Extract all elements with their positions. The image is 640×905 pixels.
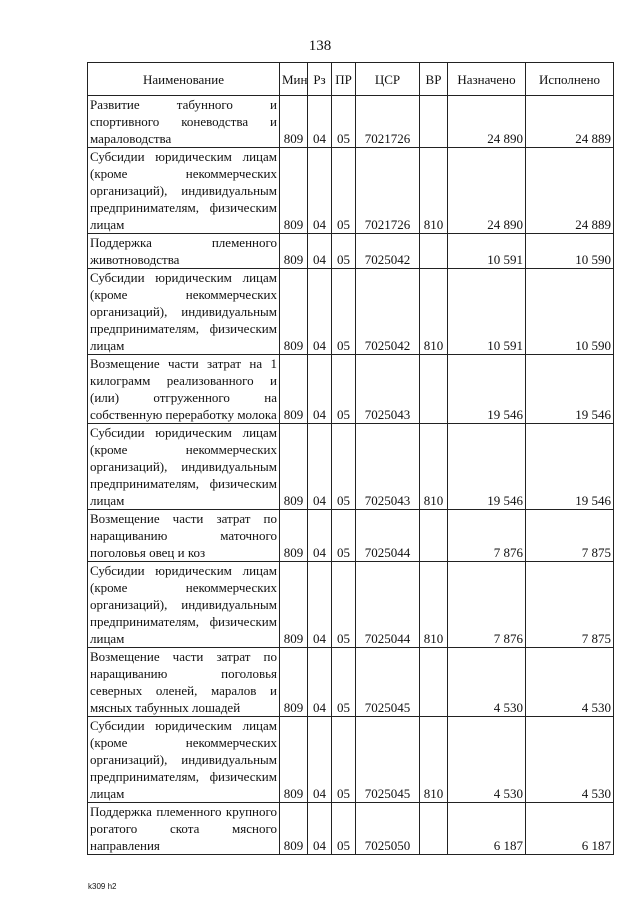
row-assigned: 10 591 bbox=[448, 269, 526, 355]
table-row bbox=[88, 355, 614, 424]
row-min: 809 bbox=[280, 424, 308, 510]
row-rz: 04 bbox=[308, 96, 332, 148]
row-pr: 05 bbox=[332, 269, 356, 355]
row-rz: 04 bbox=[308, 510, 332, 562]
row-name: Субсидии юридическим лицам (кроме некоммерческих организаций), индивидуальным предпринимателям, физическим лицам bbox=[88, 717, 280, 803]
row-executed: 24 889 bbox=[526, 148, 614, 234]
row-pr: 05 bbox=[332, 717, 356, 803]
row-csr: 7025045 bbox=[356, 648, 420, 717]
row-assigned: 19 546 bbox=[448, 355, 526, 424]
row-vr: 810 bbox=[420, 562, 448, 648]
row-name: Субсидии юридическим лицам (кроме некоммерческих организаций), индивидуальным предпринимателям, физическим лицам bbox=[88, 269, 280, 355]
row-assigned: 10 591 bbox=[448, 234, 526, 269]
row-pr: 05 bbox=[332, 424, 356, 510]
header-name: Наименование bbox=[88, 63, 280, 96]
row-assigned: 6 187 bbox=[448, 803, 526, 855]
row-rz: 04 bbox=[308, 424, 332, 510]
row-vr: 810 bbox=[420, 424, 448, 510]
row-pr: 05 bbox=[332, 510, 356, 562]
row-rz: 04 bbox=[308, 234, 332, 269]
row-executed: 10 590 bbox=[526, 234, 614, 269]
row-name: Субсидии юридическим лицам (кроме некоммерческих организаций), индивидуальным предпринимателям, физическим лицам bbox=[88, 148, 280, 234]
row-executed: 4 530 bbox=[526, 717, 614, 803]
row-name: Возмещение части затрат на 1 килограмм реализованного и (или) отгруженного на собственную переработку молока bbox=[88, 355, 280, 424]
row-vr bbox=[420, 803, 448, 855]
row-csr: 7025044 bbox=[356, 510, 420, 562]
row-name: Развитие табунного и спортивного коневодства и мараловодства bbox=[88, 96, 280, 148]
row-min: 809 bbox=[280, 717, 308, 803]
row-vr: 810 bbox=[420, 717, 448, 803]
row-rz: 04 bbox=[308, 562, 332, 648]
header-assigned: Назначено bbox=[448, 63, 526, 96]
row-pr: 05 bbox=[332, 96, 356, 148]
header-vr: ВР bbox=[420, 63, 448, 96]
row-min: 809 bbox=[280, 562, 308, 648]
row-min: 809 bbox=[280, 269, 308, 355]
budget-table bbox=[87, 62, 614, 855]
row-assigned: 24 890 bbox=[448, 148, 526, 234]
row-executed: 7 875 bbox=[526, 562, 614, 648]
row-rz: 04 bbox=[308, 803, 332, 855]
row-min: 809 bbox=[280, 96, 308, 148]
row-pr: 05 bbox=[332, 234, 356, 269]
row-vr bbox=[420, 96, 448, 148]
row-csr: 7021726 bbox=[356, 148, 420, 234]
row-min: 809 bbox=[280, 510, 308, 562]
row-csr: 7025042 bbox=[356, 234, 420, 269]
row-csr: 7025043 bbox=[356, 424, 420, 510]
row-executed: 19 546 bbox=[526, 424, 614, 510]
row-rz: 04 bbox=[308, 648, 332, 717]
row-min: 809 bbox=[280, 148, 308, 234]
row-min: 809 bbox=[280, 234, 308, 269]
header-row bbox=[88, 63, 614, 96]
row-assigned: 4 530 bbox=[448, 648, 526, 717]
row-csr: 7025043 bbox=[356, 355, 420, 424]
row-vr bbox=[420, 648, 448, 717]
row-pr: 05 bbox=[332, 355, 356, 424]
table-body bbox=[88, 96, 614, 855]
table-row bbox=[88, 148, 614, 234]
row-pr: 05 bbox=[332, 648, 356, 717]
row-name: Возмещение части затрат по наращиванию поголовья северных оленей, маралов и мясных табунных лошадей bbox=[88, 648, 280, 717]
row-rz: 04 bbox=[308, 269, 332, 355]
row-executed: 6 187 bbox=[526, 803, 614, 855]
row-vr bbox=[420, 234, 448, 269]
table-row bbox=[88, 269, 614, 355]
row-assigned: 4 530 bbox=[448, 717, 526, 803]
row-executed: 4 530 bbox=[526, 648, 614, 717]
table-row bbox=[88, 717, 614, 803]
table-row bbox=[88, 424, 614, 510]
row-executed: 10 590 bbox=[526, 269, 614, 355]
row-min: 809 bbox=[280, 648, 308, 717]
row-min: 809 bbox=[280, 355, 308, 424]
table-row bbox=[88, 803, 614, 855]
row-name: Субсидии юридическим лицам (кроме некоммерческих организаций), индивидуальным предпринимателям, физическим лицам bbox=[88, 562, 280, 648]
header-executed: Исполнено bbox=[526, 63, 614, 96]
table-row bbox=[88, 648, 614, 717]
row-name: Поддержка племенного крупного рогатого скота мясного направления bbox=[88, 803, 280, 855]
row-executed: 24 889 bbox=[526, 96, 614, 148]
page-number: 138 bbox=[308, 38, 332, 54]
row-rz: 04 bbox=[308, 355, 332, 424]
row-rz: 04 bbox=[308, 148, 332, 234]
row-assigned: 24 890 bbox=[448, 96, 526, 148]
row-assigned: 19 546 bbox=[448, 424, 526, 510]
row-executed: 19 546 bbox=[526, 355, 614, 424]
row-csr: 7021726 bbox=[356, 96, 420, 148]
row-assigned: 7 876 bbox=[448, 562, 526, 648]
row-vr: 810 bbox=[420, 269, 448, 355]
row-vr bbox=[420, 510, 448, 562]
table-header bbox=[88, 63, 614, 96]
header-csr: ЦСР bbox=[356, 63, 420, 96]
row-pr: 05 bbox=[332, 803, 356, 855]
footer-code: k309 h2 bbox=[88, 882, 117, 891]
row-csr: 7025050 bbox=[356, 803, 420, 855]
header-rz: Рз bbox=[308, 63, 332, 96]
row-pr: 05 bbox=[332, 562, 356, 648]
row-assigned: 7 876 bbox=[448, 510, 526, 562]
row-csr: 7025042 bbox=[356, 269, 420, 355]
row-name: Поддержка племенного животноводства bbox=[88, 234, 280, 269]
table-row bbox=[88, 510, 614, 562]
row-rz: 04 bbox=[308, 717, 332, 803]
table-row bbox=[88, 234, 614, 269]
row-csr: 7025045 bbox=[356, 717, 420, 803]
row-vr bbox=[420, 355, 448, 424]
header-pr: ПР bbox=[332, 63, 356, 96]
row-name: Возмещение части затрат по наращиванию маточного поголовья овец и коз bbox=[88, 510, 280, 562]
row-vr: 810 bbox=[420, 148, 448, 234]
row-csr: 7025044 bbox=[356, 562, 420, 648]
row-min: 809 bbox=[280, 803, 308, 855]
table-row bbox=[88, 96, 614, 148]
row-name: Субсидии юридическим лицам (кроме некоммерческих организаций), индивидуальным предпринимателям, физическим лицам bbox=[88, 424, 280, 510]
header-min: Мин bbox=[280, 63, 308, 96]
row-pr: 05 bbox=[332, 148, 356, 234]
table-row bbox=[88, 562, 614, 648]
row-executed: 7 875 bbox=[526, 510, 614, 562]
